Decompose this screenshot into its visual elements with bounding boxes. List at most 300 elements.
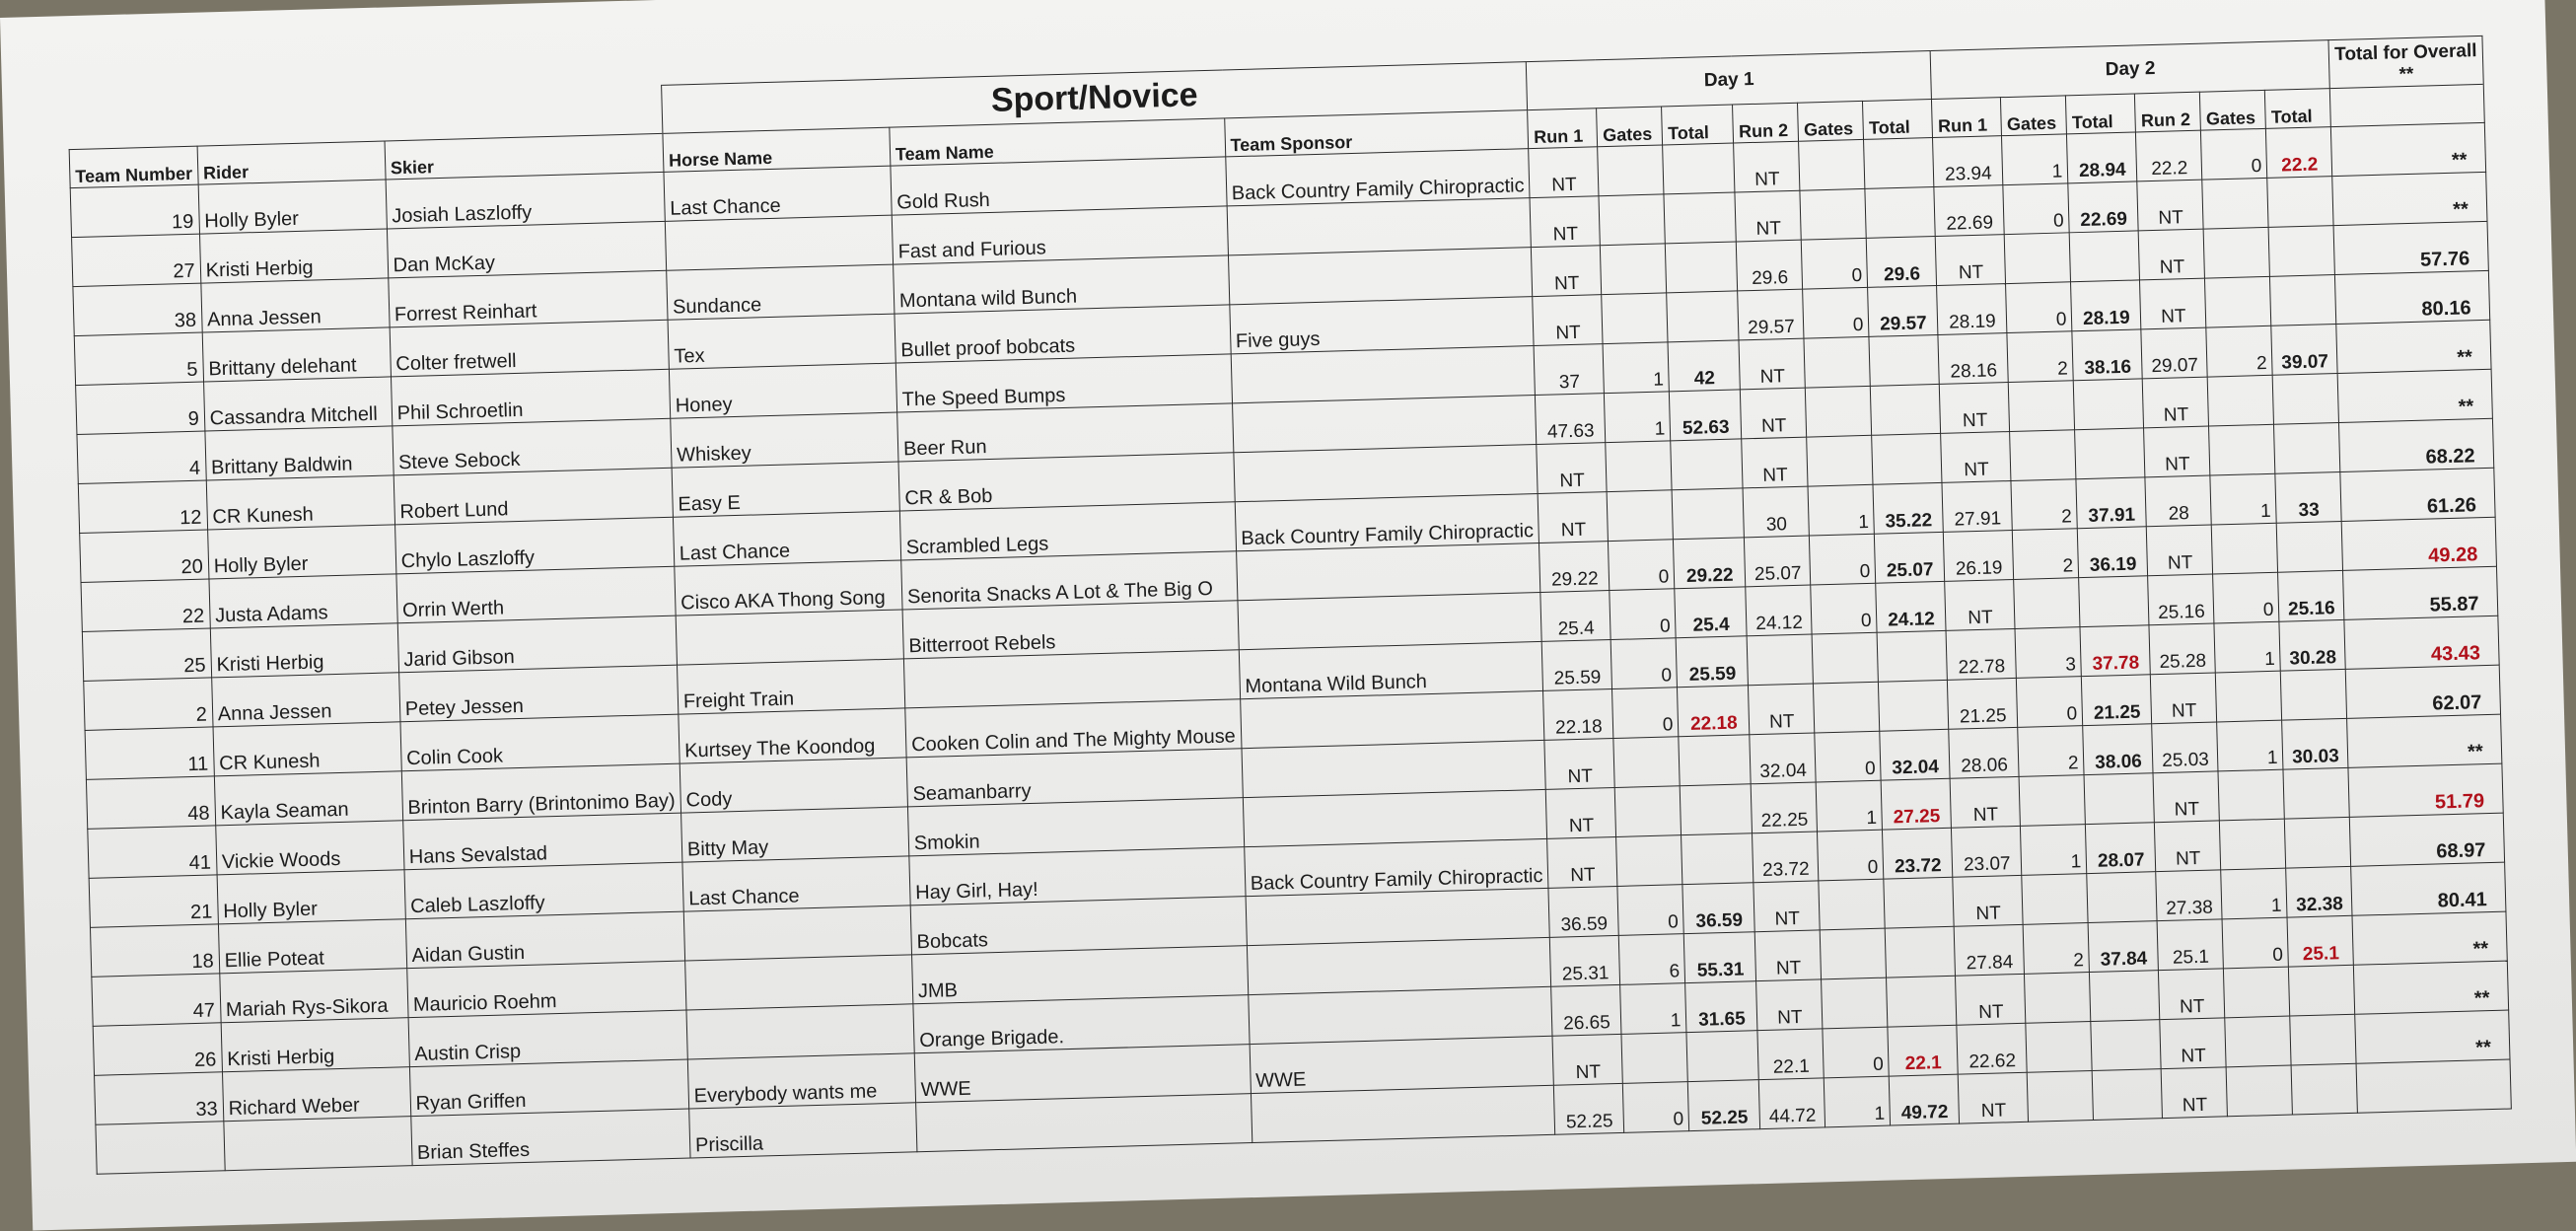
horse-name-cell — [685, 955, 913, 1010]
skier-cell: Dan McKay — [387, 221, 666, 278]
day1-run2-cell: NT — [1734, 141, 1800, 192]
day2-gates2-cell: 1 — [2214, 621, 2280, 673]
rider-cell: Ellie Poteat — [218, 919, 406, 974]
team-name-cell: The Speed Bumps — [895, 354, 1232, 412]
day1-gates2-cell — [1806, 386, 1872, 437]
skier-cell: Austin Crisp — [408, 1010, 687, 1067]
day1-total2-cell: 23.72 — [1883, 828, 1953, 879]
day2-run2-cell: NT — [2144, 426, 2210, 477]
day2-total2-cell — [2285, 817, 2351, 868]
day1-run2-cell: NT — [1749, 684, 1815, 735]
team-sponsor-cell: WWE — [1250, 1036, 1554, 1093]
day1-run2-cell: 22.25 — [1752, 782, 1818, 833]
day1-header: Day 1 — [1527, 51, 1932, 110]
day1-total2-cell — [1869, 334, 1939, 386]
day2-gates2-cell — [2209, 424, 2275, 475]
day1-gates1-cell — [1606, 441, 1672, 492]
team-name-cell: Orange Brigade. — [913, 995, 1250, 1053]
day1-run1-cell: 29.22 — [1539, 542, 1610, 593]
day1-total2-cell — [1887, 976, 1957, 1027]
day1-total1-cell: 25.59 — [1676, 636, 1748, 688]
rider-cell: Kristi Herbig — [210, 623, 398, 678]
col-d1-run2: Run 2 — [1733, 103, 1799, 143]
day1-run1-cell: NT — [1530, 196, 1600, 248]
day2-gates1-cell: 3 — [2015, 627, 2081, 679]
day2-gates2-cell — [2203, 227, 2269, 278]
team-sponsor-cell: Montana Wild Bunch — [1239, 641, 1543, 698]
day1-gates2-cell — [1819, 879, 1885, 930]
rider-cell: Vickie Woods — [215, 821, 403, 875]
day2-gates1-cell — [2010, 430, 2076, 481]
team-number-cell: 27 — [72, 234, 201, 286]
day1-gates2-cell: 0 — [1810, 534, 1876, 585]
day1-total1-cell: 31.65 — [1685, 981, 1757, 1033]
day2-gates2-cell: 1 — [2217, 720, 2283, 771]
day1-total2-cell — [1871, 384, 1941, 435]
day1-total2-cell — [1865, 187, 1935, 239]
team-number-cell: 33 — [95, 1072, 224, 1124]
col-d1-gates1: Gates — [1597, 107, 1663, 147]
day2-run1-cell: NT — [1956, 974, 2026, 1025]
day1-run1-cell: 47.63 — [1536, 394, 1606, 445]
skier-cell: Brinton Barry (Brintonimo Bay) — [401, 763, 680, 821]
day2-gates2-cell — [2226, 1065, 2292, 1117]
overall-total-cell: ** — [2347, 714, 2502, 767]
day1-gates2-cell: 1 — [1825, 1076, 1891, 1127]
day2-run1-cell: NT — [1941, 432, 2011, 483]
team-sponsor-cell — [1231, 346, 1536, 403]
day2-run2-cell: 27.38 — [2156, 870, 2222, 921]
day2-gates2-cell — [2205, 276, 2271, 327]
day1-total1-cell — [1679, 735, 1751, 786]
day1-gates2-cell: 0 — [1823, 1027, 1889, 1078]
day1-total2-cell: 22.1 — [1888, 1025, 1958, 1076]
day2-gates1-cell — [2009, 381, 2075, 432]
day1-gates1-cell: 0 — [1617, 885, 1683, 936]
day1-total2-cell: 35.22 — [1873, 482, 1943, 534]
day1-gates1-cell: 0 — [1611, 638, 1678, 689]
day2-run1-cell: 22.62 — [1957, 1023, 2027, 1074]
team-name-cell: JMB — [911, 946, 1248, 1004]
day2-gates2-cell — [2208, 375, 2274, 426]
day2-total2-cell: 25.16 — [2278, 570, 2344, 621]
team-number-cell: 26 — [93, 1023, 222, 1075]
col-team-name: Team Name — [890, 118, 1226, 166]
team-sponsor-cell — [1242, 740, 1546, 797]
col-d1-total2: Total — [1863, 100, 1933, 140]
day1-total2-cell: 25.07 — [1875, 532, 1945, 583]
day2-total1-cell — [2079, 576, 2149, 627]
team-sponsor-cell — [1227, 198, 1532, 255]
day2-gates2-cell: 1 — [2221, 868, 2287, 919]
team-name-cell: Bobcats — [910, 897, 1247, 955]
rider-cell — [224, 1117, 412, 1171]
overall-header: Total for Overall ** — [2328, 36, 2483, 88]
day1-gates1-cell — [1599, 194, 1665, 246]
day1-total1-cell — [1682, 833, 1753, 885]
skier-cell: Phil Schroetlin — [391, 369, 670, 426]
day2-total2-cell: 25.1 — [2287, 915, 2353, 967]
day1-total1-cell: 55.31 — [1684, 932, 1756, 983]
team-number-cell: 11 — [85, 727, 214, 779]
day2-total1-cell — [2074, 379, 2144, 430]
team-name-cell: Beer Run — [897, 403, 1234, 462]
day2-run1-cell: NT — [1945, 579, 2015, 630]
overall-total-cell: 68.97 — [2350, 813, 2505, 866]
day2-gates1-cell — [2022, 874, 2088, 925]
day1-run1-cell: NT — [1533, 295, 1603, 346]
day1-gates2-cell: 0 — [1818, 830, 1884, 881]
day2-gates1-cell: 2 — [2007, 331, 2073, 383]
col-d2-total2: Total — [2265, 89, 2331, 129]
skier-cell: Jarid Gibson — [397, 616, 677, 673]
horse-name-cell: Kurtsey The Koondog — [679, 708, 906, 763]
day1-run1-cell: NT — [1538, 492, 1608, 543]
overall-header-mark: ** — [2398, 63, 2414, 86]
day2-total1-cell — [2070, 231, 2140, 282]
day1-run2-cell: NT — [1742, 437, 1808, 488]
day1-total1-cell: 25.4 — [1675, 587, 1747, 638]
sheet-title: Sport/Novice — [662, 62, 1528, 134]
team-sponsor-cell — [1247, 937, 1551, 994]
rider-cell: Kristi Herbig — [221, 1018, 409, 1072]
skier-cell: Ryan Griffen — [409, 1059, 688, 1117]
day2-total1-cell — [2087, 872, 2157, 923]
team-sponsor-cell — [1232, 396, 1537, 453]
day2-gates1-cell: 1 — [2002, 134, 2068, 185]
horse-name-cell: Last Chance — [664, 166, 892, 221]
day2-total1-cell: 28.07 — [2086, 823, 2156, 874]
day1-gates1-cell — [1601, 244, 1667, 295]
day1-run2-cell: NT — [1735, 190, 1801, 242]
day2-run1-cell: 23.07 — [1952, 826, 2022, 877]
day2-run1-cell: 23.94 — [1933, 136, 2003, 187]
day1-gates2-cell — [1807, 435, 1873, 486]
day2-total1-cell: 21.25 — [2082, 675, 2152, 726]
day1-total2-cell — [1879, 680, 1949, 731]
day2-run1-cell: 27.84 — [1955, 924, 2025, 976]
day1-total1-cell — [1664, 192, 1736, 244]
col-d1-total1: Total — [1662, 105, 1734, 145]
day1-gates1-cell — [1602, 293, 1668, 344]
day1-total1-cell — [1686, 1031, 1758, 1082]
day1-run1-cell: NT — [1537, 443, 1607, 494]
day1-gates1-cell: 0 — [1609, 540, 1675, 591]
horse-name-cell: Cody — [680, 758, 907, 813]
day2-run1-cell: NT — [1950, 776, 2020, 828]
day2-total1-cell: 37.84 — [2088, 921, 2158, 973]
day2-gates1-cell — [2028, 1071, 2094, 1122]
day2-gates2-cell — [2218, 769, 2284, 821]
day1-total1-cell: 42 — [1668, 340, 1740, 392]
day1-total1-cell: 22.18 — [1678, 686, 1750, 737]
day2-gates1-cell: 0 — [2017, 677, 2083, 728]
overall-total-cell: ** — [2352, 911, 2507, 965]
day2-run2-cell: NT — [2140, 278, 2206, 329]
day2-total2-cell — [2277, 521, 2343, 572]
team-sponsor-cell — [1251, 1085, 1555, 1142]
team-number-cell: 41 — [88, 826, 217, 878]
rider-cell: Holly Byler — [217, 870, 405, 924]
day1-gates2-cell: 1 — [1816, 780, 1882, 832]
team-sponsor-cell: Back Country Family Chiropractic — [1225, 149, 1530, 206]
day2-gates1-cell: 2 — [2011, 479, 2077, 531]
day2-run2-cell: NT — [2147, 525, 2213, 576]
day2-gates2-cell: 1 — [2210, 473, 2276, 525]
day2-total1-cell — [2093, 1069, 2163, 1121]
day1-total1-cell — [1666, 242, 1738, 293]
team-name-cell: CR & Bob — [898, 453, 1235, 511]
day2-total1-cell: 22.69 — [2068, 181, 2138, 233]
team-name-cell: Gold Rush — [891, 157, 1227, 215]
col-d2-run1: Run 1 — [1932, 98, 2002, 138]
day1-total1-cell: 29.22 — [1674, 538, 1746, 589]
horse-name-cell: Cisco AKA Thong Song — [675, 560, 902, 616]
team-name-cell: Montana wild Bunch — [894, 255, 1230, 314]
horse-name-cell: Bitty May — [680, 807, 908, 862]
day2-gates1-cell — [2005, 233, 2071, 284]
day1-gates2-cell: 0 — [1811, 583, 1877, 634]
horse-name-cell: Easy E — [672, 462, 899, 517]
day2-total1-cell — [2090, 971, 2160, 1022]
team-number-cell: 47 — [92, 974, 221, 1026]
horse-name-cell: Last Chance — [682, 856, 910, 911]
day1-run1-cell: 26.65 — [1551, 984, 1621, 1036]
day1-run1-cell: NT — [1532, 246, 1602, 297]
day2-gates1-cell: 1 — [2021, 825, 2087, 876]
day1-run1-cell: NT — [1546, 787, 1616, 838]
col-d2-run2: Run 2 — [2135, 92, 2201, 132]
day2-run2-cell: NT — [2160, 1018, 2226, 1069]
horse-name-cell: Priscilla — [689, 1103, 917, 1158]
day2-gates2-cell — [2216, 671, 2282, 722]
team-name-cell: Senorita Snacks A Lot & The Big O — [901, 551, 1238, 610]
day1-total1-cell: 52.63 — [1670, 390, 1742, 441]
col-rider: Rider — [197, 141, 386, 184]
horse-name-cell: Tex — [668, 314, 895, 369]
overall-total-cell: ** — [2336, 320, 2491, 373]
col-d1-run1: Run 1 — [1528, 109, 1598, 149]
day2-gates1-cell — [2019, 775, 2085, 827]
team-number-cell: 4 — [77, 431, 206, 483]
day2-gates2-cell — [2212, 523, 2278, 574]
day1-gates2-cell — [1812, 632, 1878, 684]
day2-gates2-cell — [2224, 967, 2290, 1018]
overall-total-cell: 80.16 — [2335, 270, 2490, 324]
results-table — [67, 36, 2511, 1175]
day1-gates1-cell — [1598, 145, 1664, 196]
day2-gates2-cell — [2220, 819, 2286, 870]
team-sponsor-cell — [1248, 986, 1552, 1044]
day1-run2-cell — [1747, 634, 1813, 686]
team-name-cell: Fast and Furious — [892, 206, 1228, 264]
skier-cell: Hans Sevalstad — [402, 813, 681, 870]
day2-gates1-cell: 0 — [2006, 282, 2072, 333]
day2-total2-cell — [2283, 767, 2349, 819]
results-body — [70, 122, 2511, 1174]
day1-run1-cell: NT — [1529, 147, 1599, 198]
day2-total1-cell: 37.78 — [2080, 625, 2150, 677]
day2-run2-cell: 25.16 — [2148, 574, 2214, 625]
col-horse: Horse Name — [663, 127, 891, 172]
day2-total2-cell — [2290, 1014, 2356, 1065]
team-name-cell — [915, 1094, 1252, 1152]
team-sponsor-cell — [1236, 543, 1540, 600]
day1-run2-cell: NT — [1756, 979, 1823, 1031]
team-sponsor-cell — [1240, 690, 1544, 748]
day1-gates2-cell — [1821, 928, 1887, 979]
overall-total-cell: ** — [2355, 1010, 2510, 1063]
day1-gates1-cell: 0 — [1610, 589, 1676, 640]
day1-gates2-cell — [1799, 139, 1865, 190]
col-sponsor: Team Sponsor — [1224, 110, 1529, 157]
overall-total-cell: ** — [2331, 122, 2486, 176]
horse-name-cell — [665, 215, 893, 270]
col-d2-gates1: Gates — [2001, 96, 2067, 136]
team-number-cell: 12 — [78, 480, 207, 533]
day1-gates1-cell: 1 — [1605, 392, 1671, 443]
col-overall — [2330, 84, 2484, 126]
overall-total-cell: 43.43 — [2344, 616, 2499, 669]
rider-cell: Kristi Herbig — [199, 229, 388, 283]
day2-run1-cell: 22.78 — [1946, 628, 2016, 680]
day2-run1-cell: 26.19 — [1944, 530, 2014, 581]
col-d2-total1: Total — [2066, 94, 2136, 134]
rider-cell: Mariah Rys-Sikora — [219, 969, 407, 1023]
day1-gates1-cell: 6 — [1619, 934, 1685, 985]
day2-gates1-cell — [2014, 578, 2080, 629]
team-name-cell: Hay Girl, Hay! — [909, 847, 1246, 905]
overall-total-cell — [2356, 1059, 2511, 1113]
day2-gates1-cell — [2026, 1022, 2092, 1073]
team-sponsor-cell: Back Country Family Chiropractic — [1235, 493, 1539, 550]
day1-gates1-cell: 0 — [1623, 1082, 1689, 1133]
day2-run2-cell: NT — [2155, 821, 2221, 872]
rider-cell: Anna Jessen — [211, 673, 399, 727]
day1-run1-cell: 36.59 — [1548, 886, 1618, 937]
day1-gates1-cell: 1 — [1620, 983, 1686, 1035]
day1-total2-cell: 27.25 — [1881, 778, 1951, 830]
day1-run2-cell: NT — [1739, 338, 1805, 390]
day1-gates2-cell: 0 — [1815, 731, 1881, 782]
day1-total1-cell — [1667, 291, 1739, 342]
team-sponsor-cell — [1233, 445, 1538, 502]
day1-run1-cell: 52.25 — [1554, 1083, 1624, 1134]
day1-run1-cell: NT — [1552, 1034, 1622, 1085]
horse-name-cell: Last Chance — [673, 511, 900, 566]
day2-total2-cell: 22.2 — [2266, 127, 2332, 179]
day1-run1-cell: 25.31 — [1550, 935, 1620, 986]
day2-total1-cell — [2084, 773, 2154, 825]
day1-run2-cell: 23.72 — [1753, 832, 1819, 883]
day2-gates1-cell: 0 — [2003, 183, 2069, 235]
day1-gates2-cell — [1804, 336, 1870, 388]
day2-total1-cell — [2075, 428, 2145, 479]
day2-run1-cell: 21.25 — [1948, 678, 2018, 729]
day1-run2-cell: NT — [1753, 881, 1820, 932]
day2-gates2-cell — [2202, 178, 2268, 229]
team-number-cell — [96, 1122, 225, 1174]
day2-total2-cell: 30.28 — [2279, 619, 2345, 671]
day2-run1-cell: 28.19 — [1937, 284, 2007, 335]
day1-run2-cell: 22.1 — [1757, 1029, 1824, 1080]
overall-total-cell: 57.76 — [2333, 221, 2488, 274]
rider-cell: Brittany Baldwin — [205, 426, 394, 480]
col-skier: Skier — [385, 133, 664, 180]
rider-cell: Brittany delehant — [202, 327, 391, 382]
day2-run2-cell: 28 — [2145, 475, 2211, 527]
overall-total-cell: ** — [2337, 369, 2492, 422]
day1-total2-cell — [1886, 926, 1956, 978]
day1-total2-cell: 24.12 — [1876, 581, 1946, 632]
day1-total1-cell — [1671, 439, 1743, 490]
team-sponsor-cell — [1238, 592, 1542, 649]
day1-gates1-cell — [1607, 490, 1673, 542]
col-d2-gates2: Gates — [2200, 90, 2266, 130]
day2-run2-cell: NT — [2143, 377, 2209, 428]
overall-total-cell: 51.79 — [2348, 763, 2503, 817]
rider-cell: CR Kunesh — [206, 475, 394, 530]
day1-run2-cell: 44.72 — [1759, 1078, 1825, 1129]
rider-cell: Justa Adams — [209, 574, 397, 628]
day2-gates1-cell — [2025, 973, 2091, 1024]
day2-run1-cell: NT — [1936, 235, 2006, 286]
day1-gates2-cell: 0 — [1803, 287, 1869, 338]
day2-run2-cell: NT — [2153, 771, 2219, 823]
day1-run2-cell: 30 — [1743, 486, 1809, 538]
day2-run2-cell: 22.2 — [2136, 130, 2202, 181]
team-sponsor-cell — [1228, 248, 1533, 305]
day1-total1-cell — [1681, 784, 1753, 835]
day1-run2-cell: 32.04 — [1750, 733, 1816, 784]
horse-name-cell — [686, 1004, 914, 1059]
team-number-cell: 5 — [74, 332, 203, 385]
day1-gates2-cell: 0 — [1802, 238, 1868, 289]
day2-gates1-cell: 2 — [2023, 923, 2089, 975]
team-sponsor-cell — [1243, 789, 1547, 846]
team-number-cell: 48 — [86, 776, 215, 829]
skier-cell: Petey Jessen — [398, 665, 678, 722]
day2-total2-cell — [2273, 374, 2339, 425]
day2-run1-cell: 27.91 — [1942, 481, 2012, 533]
day2-run2-cell: NT — [2137, 180, 2203, 231]
horse-name-cell — [676, 610, 903, 665]
col-d1-gates2: Gates — [1798, 101, 1864, 141]
team-name-cell: Bullet proof bobcats — [894, 305, 1231, 363]
team-number-cell: 18 — [90, 924, 219, 977]
day1-run1-cell: 37 — [1534, 344, 1604, 396]
day2-total1-cell: 28.19 — [2071, 280, 2141, 331]
skier-cell: Brian Steffes — [410, 1109, 689, 1166]
day1-total2-cell: 29.6 — [1867, 236, 1937, 287]
overall-total-cell: 68.22 — [2339, 418, 2494, 471]
day1-total1-cell: 36.59 — [1682, 883, 1754, 934]
horse-name-cell: Whiskey — [671, 412, 898, 468]
day1-total1-cell: 52.25 — [1688, 1080, 1760, 1131]
day2-total1-cell: 38.06 — [2083, 724, 2153, 775]
skier-cell: Steve Sebock — [393, 418, 672, 475]
day2-run2-cell: NT — [2159, 969, 2225, 1020]
day2-gates1-cell: 2 — [2018, 726, 2084, 777]
day1-run2-cell: 24.12 — [1746, 585, 1812, 636]
team-sponsor-cell: Back Country Family Chiropractic — [1244, 838, 1548, 896]
day1-gates2-cell: 1 — [1808, 484, 1874, 536]
day1-run1-cell: NT — [1547, 836, 1617, 888]
day2-header: Day 2 — [1930, 40, 2329, 100]
day1-gates1-cell — [1616, 835, 1682, 887]
day2-gates1-cell: 2 — [2013, 529, 2079, 580]
day2-run1-cell: 22.69 — [1934, 185, 2004, 237]
